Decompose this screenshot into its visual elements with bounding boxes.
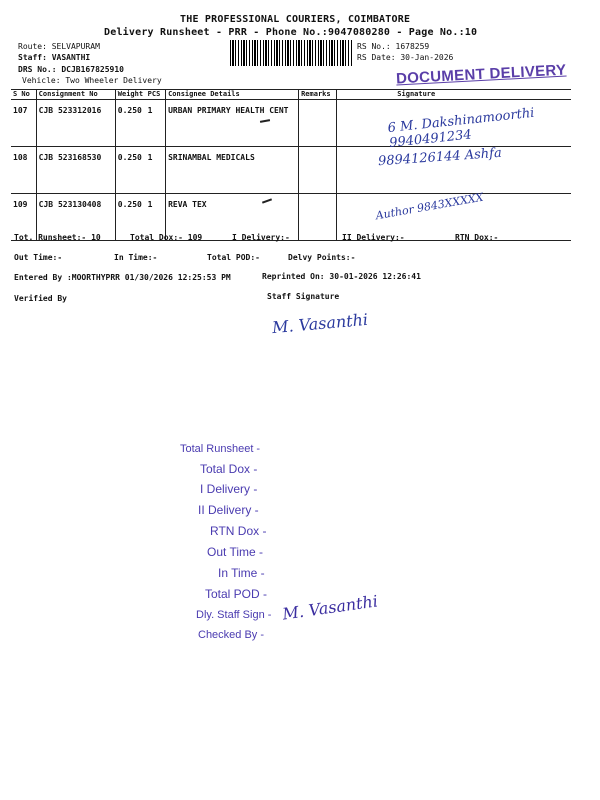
stamp-in-time: In Time -	[218, 566, 265, 580]
col-consignment: Consignment No	[36, 90, 115, 100]
row-weight: 0.250	[115, 194, 145, 241]
entered-by: Entered By :MOORTHYPRR 01/30/2026 12:25:53 PM	[14, 273, 231, 282]
row-weight: 0.250	[115, 147, 145, 194]
document-delivery-stamp: DOCUMENT DELIVERY	[395, 61, 567, 88]
row-pcs: 1	[146, 147, 166, 194]
stamp-total-dox: Total Dox -	[200, 462, 258, 476]
rs-date: RS Date: 30-Jan-2026	[357, 53, 454, 62]
row-remarks	[299, 147, 337, 194]
col-sno: S No	[11, 90, 36, 100]
company-name: THE PROFESSIONAL COURIERS, COIMBATORE	[180, 14, 411, 25]
col-pcs: PCS	[146, 90, 166, 100]
stamp-staff-signature: M. Vasanthi	[281, 591, 379, 624]
stamp-out-time: Out Time -	[207, 545, 264, 559]
handwritten-signature-107: 6 M. Dakshinamoorthi 9940491234	[387, 105, 536, 151]
stamp-total-runsheet: Total Runsheet -	[180, 443, 261, 455]
row-consignment: CJB 523168530	[36, 147, 115, 194]
verified-by: Verified By	[14, 294, 67, 303]
route: Route: SELVAPURAM	[18, 42, 100, 51]
rtn-dox: RTN Dox:-	[455, 233, 499, 242]
vehicle: Vehicle: Two Wheeler Delivery	[22, 76, 162, 85]
reprinted-on: Reprinted On: 30-01-2026 12:26:41	[262, 272, 421, 281]
i-delivery: I Delivery:-	[232, 233, 290, 242]
row-consignment: CJB 523130408	[36, 194, 115, 241]
col-weight: Weight	[115, 90, 145, 100]
row-pcs: 1	[146, 194, 166, 241]
total-dox: Total Dox:- 109	[130, 233, 203, 242]
drs-no: DRS No.: DCJB167825910	[18, 65, 124, 74]
rs-no: RS No.: 1678259	[357, 42, 430, 51]
stamp-checked-by: Checked By -	[198, 629, 265, 641]
col-signature: Signature	[337, 90, 571, 100]
tot-runsheet: Tot. Runsheet:- 10	[14, 233, 101, 242]
row-sno: 108	[11, 147, 36, 194]
stamp-ii-delivery: II Delivery -	[198, 503, 259, 517]
handwritten-signature-108: 9894126144 Ashfa	[377, 145, 503, 170]
row-remarks	[299, 100, 337, 147]
staff: Staff: VASANTHI	[18, 53, 91, 62]
row-consignee: URBAN PRIMARY HEALTH CENT	[166, 100, 299, 147]
handwritten-signature-109: Author 9843XXXXX	[374, 190, 485, 223]
table-header	[11, 90, 571, 100]
row-consignee: REVA TEX	[166, 194, 299, 241]
row-consignment: CJB 523312016	[36, 100, 115, 147]
row-pcs: 1	[146, 100, 166, 147]
out-time: Out Time:-	[14, 253, 63, 262]
stamp-staff-sign: Dly. Staff Sign -	[196, 609, 272, 621]
barcode	[230, 40, 352, 66]
row-consignee: SRINAMBAL MEDICALS	[166, 147, 299, 194]
stamp-rtn-dox: RTN Dox -	[210, 524, 267, 538]
total-pod: Total POD:-	[207, 253, 260, 262]
stamp-i-delivery: I Delivery -	[200, 482, 258, 496]
staff-signature-label: Staff Signature	[267, 292, 340, 301]
stamp-total-pod: Total POD -	[205, 587, 268, 601]
col-remarks: Remarks	[299, 90, 337, 100]
ii-delivery: II Delivery:-	[342, 233, 405, 242]
delvy-points: Delvy Points:-	[288, 253, 356, 262]
row-sno: 107	[11, 100, 36, 147]
col-consignee: Consignee Details	[166, 90, 299, 100]
row-remarks	[299, 194, 337, 241]
staff-signature: M. Vasanthi	[271, 309, 369, 338]
runsheet-title: Delivery Runsheet - PRR - Phone No.:9047080280 - Page No.:10	[104, 27, 478, 38]
in-time: In Time:-	[114, 253, 158, 262]
row-sno: 109	[11, 194, 36, 241]
row-weight: 0.250	[115, 100, 145, 147]
